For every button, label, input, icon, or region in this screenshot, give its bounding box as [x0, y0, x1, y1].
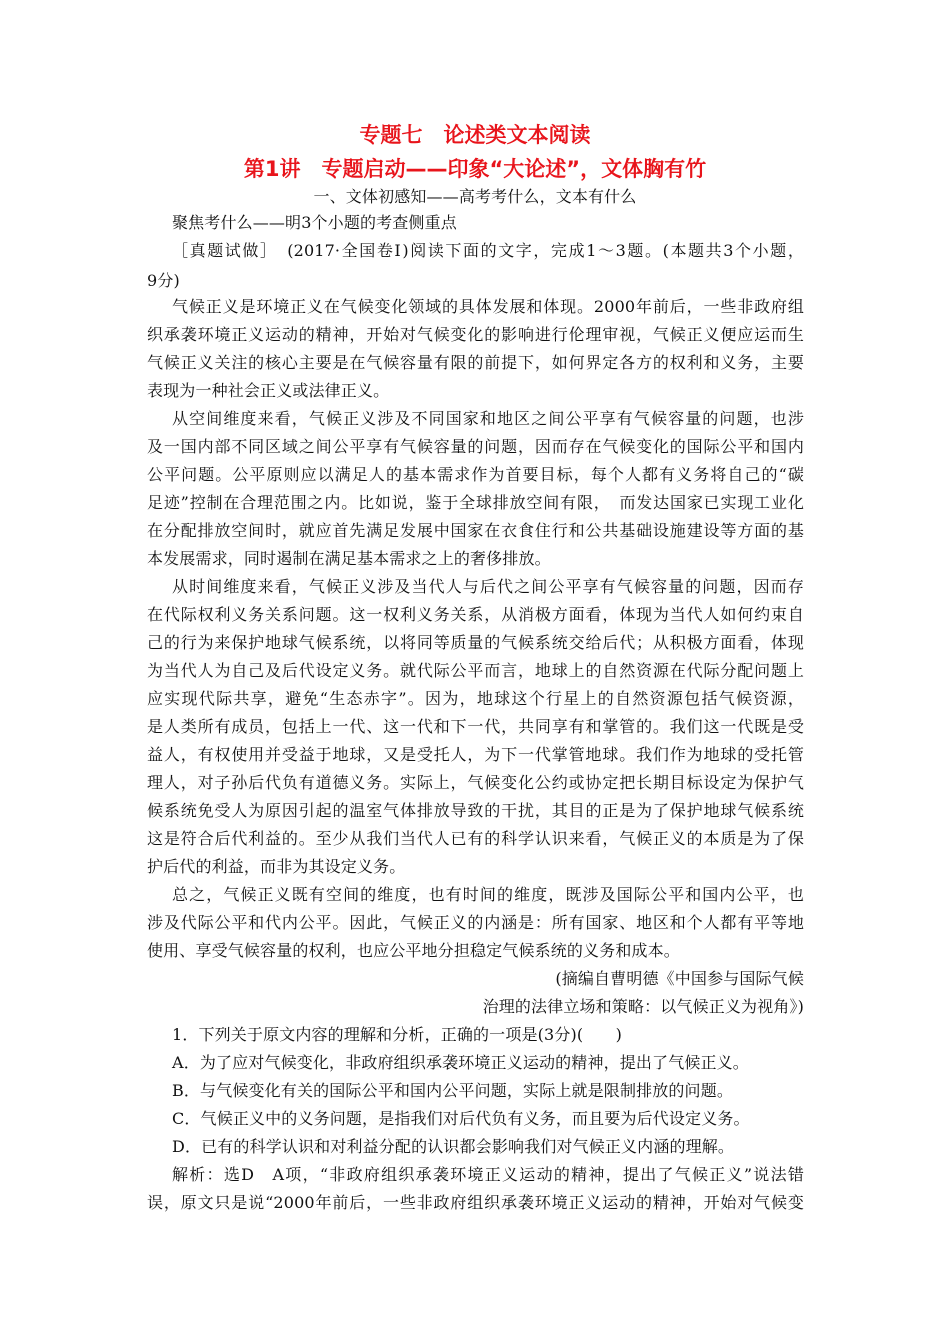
passage-line: 织承袭环境正义运动的精神，开始对气候变化的影响进行伦理审视，气候正义便应运而生 [147, 325, 804, 344]
passage-line: 是人类所有成员，包括上一代、这一代和下一代，共同享有和掌管的。我们这一代既是受 [147, 717, 804, 736]
passage-line: 足迹”控制在合理范围之内。比如说，鉴于全球排放空间有限， 而发达国家已实现工业化 [147, 493, 804, 512]
passage-line: 应实现代际共享，避免“生态赤字”。因为，地球这个行星上的自然资源包括气候资源， [147, 689, 804, 708]
passage-line: 及一国内部不同区域之间公平享有气候容量的问题，因而存在气候变化的国际公平和国内 [147, 437, 804, 456]
question-stem: 1．下列关于原文内容的理解和分析，正确的一项是(3分)( ) [172, 1025, 622, 1044]
exam-instruction: ［真题试做］ (2017·全国卷Ⅰ)阅读下面的文字，完成1～3题。(本题共3个小题， [172, 241, 804, 260]
source-citation: 治理的法律立场和策略：以气候正义为视角》) [482, 997, 804, 1016]
exam-instruction-cont: 9分) [147, 271, 180, 290]
source-citation: (摘编自曹明德《中国参与国际气候 [555, 969, 804, 988]
passage-line: 总之，气候正义既有空间的维度，也有时间的维度，既涉及国际公平和国内公平，也 [172, 885, 804, 904]
passage-line: 公平问题。公平原则应以满足人的基本需求作为首要目标，每个人都有义务将自己的“碳 [147, 465, 804, 484]
passage-line: 涉及代际公平和代内公平。因此，气候正义的内涵是：所有国家、地区和个人都有平等地 [147, 913, 804, 932]
chapter-title: 专题七 论述类文本阅读 [359, 123, 591, 147]
passage-line: 这是符合后代利益的。至少从我们当代人已有的科学认识来看，气候正义的本质是为了保 [147, 829, 804, 848]
passage-line: 益人，有权使用并受益于地球，又是受托人，为下一代掌管地球。我们作为地球的受托管 [147, 745, 804, 764]
option-b: B．与气候变化有关的国际公平和国内公平问题，实际上就是限制排放的问题。 [172, 1081, 734, 1100]
passage-line: 候系统免受人为原因引起的温室气体排放导致的干扰，其目的正是为了保护地球气候系统 [147, 801, 804, 820]
passage-line: 为当代人为自己及后代设定义务。就代际公平而言，地球上的自然资源在代际分配问题上 [147, 661, 804, 680]
passage-line: 气候正义关注的核心主要是在气候容量有限的前提下，如何界定各方的权利和义务，主要 [147, 353, 804, 372]
passage-line: 护后代的利益，而非为其设定义务。 [147, 857, 406, 876]
passage-line: 表现为一种社会正义或法律正义。 [147, 381, 390, 400]
passage-line: 在分配排放空间时，就应首先满足发展中国家在衣食住行和公共基础设施建设等方面的基 [147, 521, 804, 540]
passage-line: 理人，对子孙后代负有道德义务。实际上，气候变化公约或协定把长期目标设定为保护气 [147, 773, 804, 792]
passage-line: 己的行为来保护地球气候系统，以将同等质量的气候系统交给后代；从积极方面看，体现 [147, 633, 804, 652]
passage-line: 使用、享受气候容量的权利，也应公平地分担稳定气候系统的义务和成本。 [147, 941, 680, 960]
section-heading: 一、文体初感知——高考考什么，文本有什么 [313, 187, 637, 206]
option-d: D．已有的科学认识和对利益分配的认识都会影响我们对气候正义内涵的理解。 [172, 1137, 735, 1156]
focus-heading: 聚焦考什么——明3个小题的考查侧重点 [172, 213, 457, 232]
passage-line: 从时间维度来看，气候正义涉及当代人与后代之间公平享有气候容量的问题，因而存 [172, 577, 804, 596]
analysis-line: 误，原文只是说“2000年前后，一些非政府组织承袭环境正义运动的精神，开始对气候变 [147, 1193, 804, 1212]
analysis-line: 解析：选D A项，“非政府组织承袭环境正义运动的精神，提出了气候正义”说法错 [172, 1165, 804, 1184]
passage-line: 气候正义是环境正义在气候变化领域的具体发展和体现。2000年前后，一些非政府组 [172, 297, 804, 316]
passage-line: 从空间维度来看，气候正义涉及不同国家和地区之间公平享有气候容量的问题，也涉 [172, 409, 804, 428]
option-c: C．气候正义中的义务问题，是指我们对后代负有义务，而且要为后代设定义务。 [172, 1109, 750, 1128]
option-a: A．为了应对气候变化，非政府组织承袭环境正义运动的精神，提出了气候正义。 [172, 1053, 749, 1072]
lesson-title: 第1讲 专题启动——印象“大论述”，文体胸有竹 [243, 157, 707, 181]
passage-line: 本发展需求，同时遏制在满足基本需求之上的奢侈排放。 [147, 549, 551, 568]
passage-line: 在代际权利义务关系问题。这一权利义务关系，从消极方面看，体现为当代人如何约束自 [147, 605, 804, 624]
